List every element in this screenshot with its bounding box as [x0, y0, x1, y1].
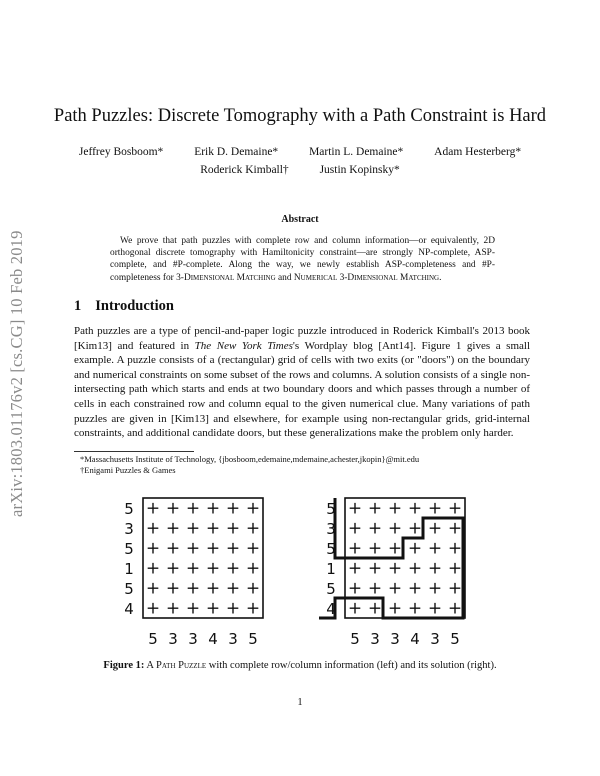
- grid-cell-marker: +: [447, 558, 463, 579]
- grid-cell-marker: +: [145, 578, 161, 599]
- abstract-text-and: and: [275, 272, 294, 283]
- grid-cell-marker: +: [145, 518, 161, 539]
- intro-italic: The New York Times: [194, 339, 293, 352]
- abstract-body: [110, 235, 495, 284]
- author-name: Adam Hesterberg*: [434, 146, 522, 158]
- grid-cell-marker: +: [347, 538, 363, 559]
- page-number: 1: [297, 697, 303, 708]
- caption-term: Path Puzzle: [156, 660, 207, 671]
- caption-text-rest: with complete row/column information (left) and its solution (right).: [206, 660, 497, 671]
- column-clue: 3: [390, 630, 400, 648]
- section-heading: [74, 298, 174, 315]
- grid-cell-marker: +: [387, 538, 403, 559]
- grid-cell-marker: +: [225, 498, 241, 519]
- grid-cell-marker: +: [347, 518, 363, 539]
- grid-cell-marker: +: [407, 498, 423, 519]
- grid-cell-marker: +: [185, 558, 201, 579]
- figure-1: [0, 490, 600, 660]
- row-clue: 5: [124, 500, 134, 518]
- grid-cell-marker: +: [145, 538, 161, 559]
- grid-cell-marker: +: [185, 518, 201, 539]
- grid-cell-marker: +: [447, 498, 463, 519]
- intro-text-rest: 's Wordplay blog [Ant14]. Figure 1 gives a small example. A puzzle consists of a (rectangular) grid of cells with two exits (or "doors") on the boundary and numerical constraints on some subset of the rows and columns. A solution consists of a single non-intersecting path which starts and ends at two boundary doors and which passes through a number of cells in each constrained row and column equal to the given numerical clue. Many variations of path puzzles are given in [Kim13] and elsewhere, for example using non-rectangular grids, grid-internal constraints, and additional candidate doors, but these generalizations make the problem only harder.: [74, 339, 530, 440]
- row-clue: 4: [326, 600, 336, 618]
- grid-cell-marker: +: [367, 498, 383, 519]
- footnote-rule: [74, 451, 194, 452]
- grid-cell-marker: +: [165, 498, 181, 519]
- row-clue: 5: [124, 580, 134, 598]
- row-clue: 3: [124, 520, 134, 538]
- footnote-affiliation-enigami: †Enigami Puzzles & Games: [80, 465, 176, 475]
- grid-cell-marker: +: [407, 578, 423, 599]
- puzzle-grid-right: [326, 498, 465, 648]
- grid-cell-marker: +: [245, 498, 261, 519]
- grid-cell-marker: +: [165, 538, 181, 559]
- grid-cell-marker: +: [347, 598, 363, 619]
- grid-cell-marker: +: [427, 518, 443, 539]
- author-name: Erik D. Demaine*: [194, 146, 279, 158]
- row-clue: 5: [326, 540, 336, 558]
- author-name: Roderick Kimball†: [200, 164, 289, 176]
- grid-cell-marker: +: [165, 518, 181, 539]
- column-clue: 3: [370, 630, 380, 648]
- grid-cell-marker: +: [347, 578, 363, 599]
- abstract-heading: Abstract: [281, 214, 319, 225]
- column-clue: 5: [248, 630, 258, 648]
- column-clue: 3: [188, 630, 198, 648]
- authors-row-1: [0, 146, 600, 158]
- grid-cell-marker: +: [367, 578, 383, 599]
- author-name: Justin Kopinsky*: [319, 164, 400, 176]
- grid-cell-marker: +: [427, 538, 443, 559]
- authors-row-2: [0, 164, 600, 176]
- grid-cell-marker: +: [165, 578, 181, 599]
- section-title: Introduction: [95, 298, 174, 314]
- caption-label: Figure 1:: [103, 660, 145, 671]
- author-name: Jeffrey Bosboom*: [78, 146, 164, 158]
- grid-cell-marker: +: [347, 558, 363, 579]
- grid-cell-marker: +: [427, 558, 443, 579]
- grid-cell-marker: +: [387, 518, 403, 539]
- grid-cell-marker: +: [387, 598, 403, 619]
- grid-cell-marker: +: [427, 578, 443, 599]
- row-clue: 1: [326, 560, 336, 578]
- abstract-text-end: .: [439, 272, 442, 283]
- column-clue: 3: [228, 630, 238, 648]
- grid-cell-marker: +: [367, 518, 383, 539]
- grid-cell-marker: +: [367, 558, 383, 579]
- column-clue: 5: [350, 630, 360, 648]
- grid-cell-marker: +: [165, 558, 181, 579]
- grid-cell-marker: +: [145, 498, 161, 519]
- grid-cell-marker: +: [245, 578, 261, 599]
- row-clue: 5: [326, 500, 336, 518]
- grid-cell-marker: +: [407, 558, 423, 579]
- grid-cell-marker: +: [245, 598, 261, 619]
- grid-cell-marker: +: [387, 558, 403, 579]
- figure-caption: [0, 660, 600, 671]
- grid-cell-marker: +: [225, 598, 241, 619]
- column-clue: 4: [410, 630, 420, 648]
- row-clue: 1: [124, 560, 134, 578]
- row-clue: 4: [124, 600, 134, 618]
- grid-cell-marker: +: [205, 538, 221, 559]
- grid-cell-marker: +: [367, 538, 383, 559]
- grid-cell-marker: +: [427, 598, 443, 619]
- grid-cell-marker: +: [225, 558, 241, 579]
- column-clue: 3: [168, 630, 178, 648]
- grid-cell-marker: +: [407, 598, 423, 619]
- grid-cell-marker: +: [387, 578, 403, 599]
- grid-cell-marker: +: [447, 598, 463, 619]
- column-clue: 5: [148, 630, 158, 648]
- grid-cell-marker: +: [205, 598, 221, 619]
- grid-cell-marker: +: [205, 498, 221, 519]
- grid-cell-marker: +: [185, 538, 201, 559]
- caption-text: A: [144, 660, 157, 671]
- abstract-term-n3dm: Numerical 3-Dimensional Matching: [293, 272, 440, 283]
- grid-cell-marker: +: [225, 518, 241, 539]
- intro-text: Path puzzles are a type of pencil-and-paper logic puzzle introduced in Roderick Kimball's 2013 book [Kim13] and featured in: [74, 325, 530, 352]
- grid-cell-marker: +: [205, 518, 221, 539]
- grid-cell-marker: +: [447, 578, 463, 599]
- grid-cell-marker: +: [185, 578, 201, 599]
- column-clue: 3: [430, 630, 440, 648]
- grid-cell-marker: +: [165, 598, 181, 619]
- abstract-text: We prove that path puzzles with complete row and column information—or equivalently, 2D orthogonal discrete tomography with Hamiltonicity constraint—are strongly NP-complete, ASP-complete, and #P-complete. Along the way, we newly establish ASP-completeness and #P-completeness for 3-: [110, 236, 495, 283]
- grid-cell-marker: +: [245, 518, 261, 539]
- intro-paragraph: [74, 324, 530, 441]
- row-clue: 5: [326, 580, 336, 598]
- grid-cell-marker: +: [347, 498, 363, 519]
- row-clue: 5: [124, 540, 134, 558]
- grid-cell-marker: +: [205, 558, 221, 579]
- footnote-affiliation-mit: *Massachusetts Institute of Technology, {jbosboom,edemaine,mdemaine,achester,jkopin}@mit.edu: [80, 454, 420, 464]
- grid-cell-marker: +: [245, 538, 261, 559]
- grid-cell-marker: +: [407, 518, 423, 539]
- section-number: 1: [74, 298, 82, 314]
- grid-cell-marker: +: [245, 558, 261, 579]
- column-clue: 5: [450, 630, 460, 648]
- grid-cell-marker: +: [185, 498, 201, 519]
- grid-cell-marker: +: [407, 538, 423, 559]
- grid-cell-marker: +: [427, 498, 443, 519]
- grid-cell-marker: +: [367, 598, 383, 619]
- abstract-term-3dm: Dimensional Matching: [183, 272, 276, 283]
- grid-cell-marker: +: [387, 498, 403, 519]
- grid-cell-marker: +: [447, 538, 463, 559]
- grid-cell-marker: +: [225, 578, 241, 599]
- column-clue: 4: [208, 630, 218, 648]
- paper-title: Path Puzzles: Discrete Tomography with a Path Constraint is Hard: [53, 106, 547, 126]
- arxiv-stamp: arXiv:1803.01176v2 [cs.CG] 10 Feb 2019: [7, 230, 26, 517]
- grid-cell-marker: +: [225, 538, 241, 559]
- puzzle-grid-left: [124, 498, 263, 648]
- grid-cell-marker: +: [185, 598, 201, 619]
- grid-cell-marker: +: [205, 578, 221, 599]
- grid-cell-marker: +: [145, 558, 161, 579]
- author-name: Martin L. Demaine*: [309, 146, 404, 158]
- grid-cell-marker: +: [145, 598, 161, 619]
- grid-cell-marker: +: [447, 518, 463, 539]
- row-clue: 3: [326, 520, 336, 538]
